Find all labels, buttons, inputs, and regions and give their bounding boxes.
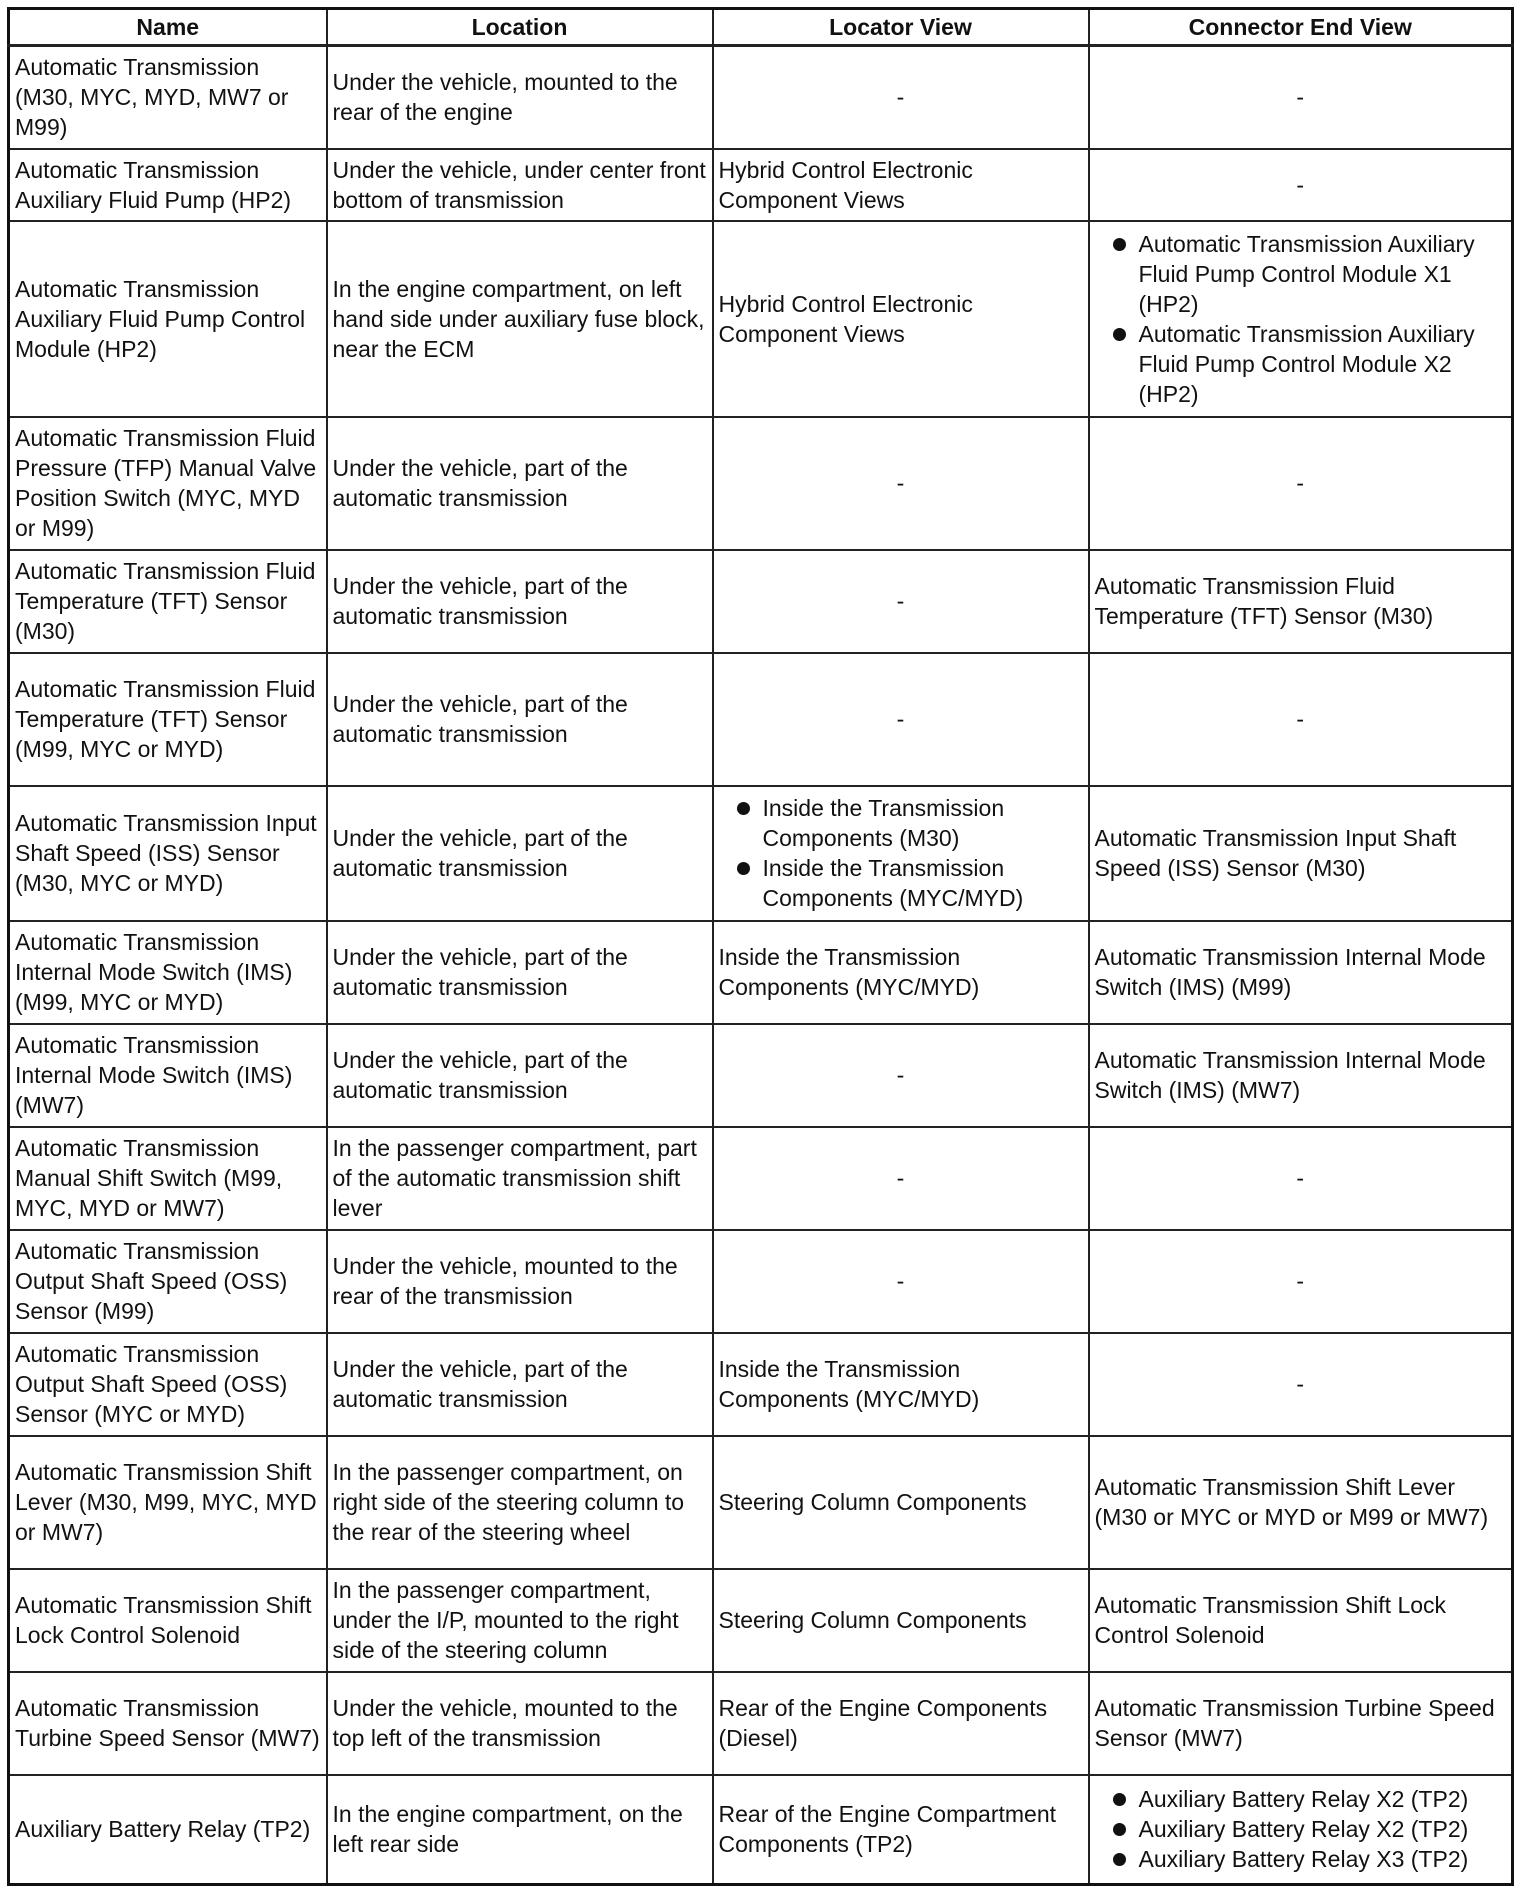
cell-location: In the passenger compartment, under the I/P, mounted to the right side of the steering column: [327, 1569, 713, 1672]
table-row: [9, 1436, 1513, 1569]
table-header-row: [9, 9, 1513, 46]
cell-name: Automatic Transmission Output Shaft Speed (OSS) Sensor (M99): [9, 1230, 327, 1333]
cell-name: Automatic Transmission Shift Lock Control Solenoid: [9, 1569, 327, 1672]
cell-connector-end-view: -: [1089, 149, 1513, 221]
cell-location: Under the vehicle, under center front bottom of transmission: [327, 149, 713, 221]
cell-name: Automatic Transmission Shift Lever (M30, M99, MYC, MYD or MW7): [9, 1436, 327, 1569]
cell-location: Under the vehicle, mounted to the rear of the transmission: [327, 1230, 713, 1333]
cell-locator-view: [713, 786, 1089, 921]
cell-name: Automatic Transmission Output Shaft Speed (OSS) Sensor (MYC or MYD): [9, 1333, 327, 1436]
header-locator-view: Locator View: [713, 9, 1089, 46]
table-row: [9, 1333, 1513, 1436]
cell-location: Under the vehicle, part of the automatic transmission: [327, 550, 713, 653]
cell-connector-end-view: -: [1089, 653, 1513, 786]
cell-name: Automatic Transmission (M30, MYC, MYD, MW7 or M99): [9, 46, 327, 149]
cell-location: Under the vehicle, part of the automatic transmission: [327, 417, 713, 550]
cell-connector-end-view: -: [1089, 1230, 1513, 1333]
cell-locator-view: Rear of the Engine Compartment Components (TP2): [713, 1775, 1089, 1885]
cell-name: Automatic Transmission Turbine Speed Sensor (MW7): [9, 1672, 327, 1775]
header-connector-end-view: Connector End View: [1089, 9, 1513, 46]
cell-connector-end-view: Automatic Transmission Turbine Speed Sensor (MW7): [1089, 1672, 1513, 1775]
cell-locator-view: -: [713, 1127, 1089, 1230]
bullet-item: Auxiliary Battery Relay X2 (TP2): [1095, 1784, 1507, 1814]
cell-location: Under the vehicle, part of the automatic transmission: [327, 1333, 713, 1436]
cell-connector-end-view: [1089, 221, 1513, 417]
bullet-item: Auxiliary Battery Relay X3 (TP2): [1095, 1844, 1507, 1874]
bullet-item: Automatic Transmission Auxiliary Fluid Pump Control Module X2 (HP2): [1095, 319, 1507, 409]
cell-locator-view: -: [713, 1230, 1089, 1333]
bullet-item: Automatic Transmission Auxiliary Fluid Pump Control Module X1 (HP2): [1095, 229, 1507, 319]
cell-locator-view: -: [713, 550, 1089, 653]
cell-location: Under the vehicle, part of the automatic transmission: [327, 921, 713, 1024]
table-row: [9, 1024, 1513, 1127]
component-connector-table: [7, 7, 1514, 1886]
table-row: [9, 1569, 1513, 1672]
table-row: [9, 221, 1513, 417]
bullet-item: Auxiliary Battery Relay X2 (TP2): [1095, 1814, 1507, 1844]
header-name: Name: [9, 9, 327, 46]
bullet-list: [1095, 229, 1507, 409]
cell-name: Automatic Transmission Auxiliary Fluid Pump Control Module (HP2): [9, 221, 327, 417]
bullet-item: Inside the Transmission Components (M30): [719, 793, 1083, 853]
cell-name: Automatic Transmission Fluid Temperature (TFT) Sensor (M30): [9, 550, 327, 653]
cell-connector-end-view: Automatic Transmission Shift Lock Control Solenoid: [1089, 1569, 1513, 1672]
bullet-list: [719, 793, 1083, 913]
cell-connector-end-view: [1089, 1775, 1513, 1885]
table-row: [9, 149, 1513, 221]
bullet-list: [1095, 1784, 1507, 1874]
table-row: [9, 653, 1513, 786]
cell-connector-end-view: -: [1089, 1333, 1513, 1436]
cell-locator-view: Hybrid Control Electronic Component Views: [713, 221, 1089, 417]
table-row: [9, 786, 1513, 921]
cell-name: Automatic Transmission Auxiliary Fluid Pump (HP2): [9, 149, 327, 221]
cell-location: Under the vehicle, part of the automatic transmission: [327, 1024, 713, 1127]
cell-locator-view: -: [713, 1024, 1089, 1127]
cell-connector-end-view: Automatic Transmission Internal Mode Switch (IMS) (MW7): [1089, 1024, 1513, 1127]
cell-locator-view: Inside the Transmission Components (MYC/MYD): [713, 921, 1089, 1024]
cell-name: Automatic Transmission Internal Mode Switch (IMS) (MW7): [9, 1024, 327, 1127]
cell-name: Automatic Transmission Input Shaft Speed (ISS) Sensor (M30, MYC or MYD): [9, 786, 327, 921]
cell-name: Automatic Transmission Manual Shift Switch (M99, MYC, MYD or MW7): [9, 1127, 327, 1230]
table-row: [9, 1672, 1513, 1775]
table-row: [9, 1127, 1513, 1230]
cell-locator-view: Hybrid Control Electronic Component Views: [713, 149, 1089, 221]
bullet-item: Inside the Transmission Components (MYC/MYD): [719, 853, 1083, 913]
table-row: [9, 1230, 1513, 1333]
cell-locator-view: -: [713, 653, 1089, 786]
cell-locator-view: Steering Column Components: [713, 1569, 1089, 1672]
cell-name: Automatic Transmission Fluid Pressure (TFP) Manual Valve Position Switch (MYC, MYD or M99): [9, 417, 327, 550]
cell-location: Under the vehicle, part of the automatic transmission: [327, 786, 713, 921]
cell-location: Under the vehicle, mounted to the top left of the transmission: [327, 1672, 713, 1775]
cell-connector-end-view: -: [1089, 417, 1513, 550]
cell-location: In the engine compartment, on left hand side under auxiliary fuse block, near the ECM: [327, 221, 713, 417]
cell-connector-end-view: -: [1089, 46, 1513, 149]
cell-location: In the engine compartment, on the left rear side: [327, 1775, 713, 1885]
cell-location: Under the vehicle, mounted to the rear of the engine: [327, 46, 713, 149]
cell-locator-view: Rear of the Engine Components (Diesel): [713, 1672, 1089, 1775]
cell-location: Under the vehicle, part of the automatic transmission: [327, 653, 713, 786]
header-location: Location: [327, 9, 713, 46]
cell-locator-view: -: [713, 46, 1089, 149]
cell-connector-end-view: Automatic Transmission Internal Mode Switch (IMS) (M99): [1089, 921, 1513, 1024]
cell-name: Auxiliary Battery Relay (TP2): [9, 1775, 327, 1885]
cell-connector-end-view: Automatic Transmission Fluid Temperature (TFT) Sensor (M30): [1089, 550, 1513, 653]
cell-locator-view: Steering Column Components: [713, 1436, 1089, 1569]
cell-connector-end-view: -: [1089, 1127, 1513, 1230]
cell-locator-view: -: [713, 417, 1089, 550]
table-body: [9, 46, 1513, 1885]
cell-name: Automatic Transmission Fluid Temperature (TFT) Sensor (M99, MYC or MYD): [9, 653, 327, 786]
table-row: [9, 46, 1513, 149]
cell-location: In the passenger compartment, on right side of the steering column to the rear of the steering wheel: [327, 1436, 713, 1569]
table-row: [9, 417, 1513, 550]
cell-name: Automatic Transmission Internal Mode Switch (IMS) (M99, MYC or MYD): [9, 921, 327, 1024]
table-row: [9, 550, 1513, 653]
cell-location: In the passenger compartment, part of the automatic transmission shift lever: [327, 1127, 713, 1230]
cell-connector-end-view: Automatic Transmission Shift Lever (M30 or MYC or MYD or M99 or MW7): [1089, 1436, 1513, 1569]
cell-connector-end-view: Automatic Transmission Input Shaft Speed (ISS) Sensor (M30): [1089, 786, 1513, 921]
table-row: [9, 921, 1513, 1024]
table-row: [9, 1775, 1513, 1885]
cell-locator-view: Inside the Transmission Components (MYC/MYD): [713, 1333, 1089, 1436]
